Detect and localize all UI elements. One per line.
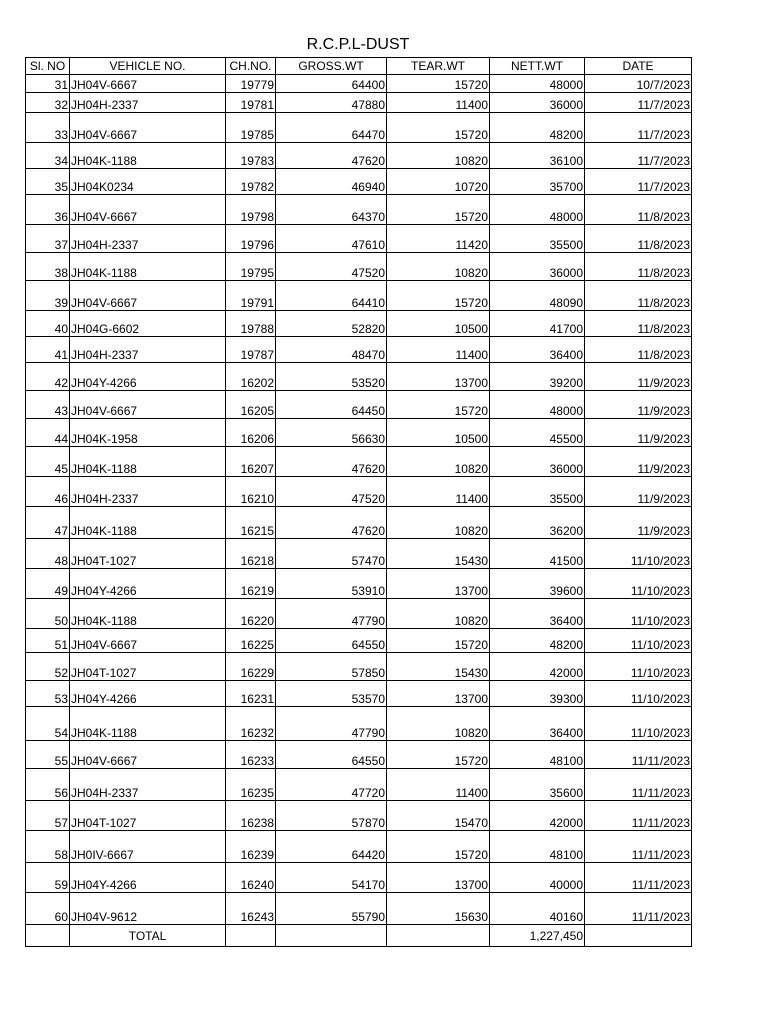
cell-sl-no: 56 [26, 769, 70, 801]
cell-nett-wt: 36000 [490, 253, 585, 281]
table-row [26, 831, 692, 863]
cell-sl-no: 54 [26, 707, 70, 741]
cell-vehicle-no: JH04Y-4266 [70, 363, 226, 391]
cell-date: 11/7/2023 [585, 113, 692, 143]
cell-ch-no: 16243 [226, 893, 276, 925]
cell-vehicle-no: JH04K-1188 [70, 447, 226, 477]
cell-vehicle-no: JH04K-1188 [70, 143, 226, 169]
cell-nett-wt: 36400 [490, 337, 585, 363]
cell-sl-no: 60 [26, 893, 70, 925]
cell-ch-no: 19795 [226, 253, 276, 281]
cell-gross-wt: 47880 [276, 93, 387, 113]
cell-gross-wt: 64450 [276, 391, 387, 419]
total-empty-cell [585, 925, 692, 947]
cell-date: 11/9/2023 [585, 419, 692, 447]
cell-vehicle-no: JH04T-1027 [70, 653, 226, 681]
cell-sl-no: 47 [26, 507, 70, 539]
cell-tear-wt: 10500 [387, 311, 490, 337]
cell-ch-no: 16218 [226, 539, 276, 569]
cell-sl-no: 53 [26, 681, 70, 707]
cell-date: 11/7/2023 [585, 93, 692, 113]
cell-date: 11/11/2023 [585, 741, 692, 769]
cell-tear-wt: 10720 [387, 169, 490, 195]
cell-tear-wt: 11400 [387, 769, 490, 801]
cell-gross-wt: 47790 [276, 599, 387, 629]
cell-sl-no: 35 [26, 169, 70, 195]
cell-ch-no: 16210 [226, 477, 276, 507]
cell-vehicle-no: JH04H-2337 [70, 225, 226, 253]
cell-nett-wt: 39300 [490, 681, 585, 707]
cell-date: 11/8/2023 [585, 337, 692, 363]
cell-ch-no: 16239 [226, 831, 276, 863]
cell-vehicle-no: JH04K-1188 [70, 253, 226, 281]
cell-vehicle-no: JH04V-6667 [70, 741, 226, 769]
table-row [26, 893, 692, 925]
cell-tear-wt: 11400 [387, 93, 490, 113]
cell-gross-wt: 64550 [276, 741, 387, 769]
cell-sl-no: 45 [26, 447, 70, 477]
cell-ch-no: 19787 [226, 337, 276, 363]
table-row [26, 225, 692, 253]
cell-nett-wt: 40160 [490, 893, 585, 925]
cell-date: 11/7/2023 [585, 143, 692, 169]
total-empty-cell [387, 925, 490, 947]
cell-tear-wt: 10820 [387, 253, 490, 281]
header-vehicle-no: VEHICLE NO. [70, 58, 226, 75]
cell-vehicle-no: JH04K-1188 [70, 507, 226, 539]
cell-sl-no: 44 [26, 419, 70, 447]
cell-sl-no: 48 [26, 539, 70, 569]
cell-vehicle-no: JH04T-1027 [70, 539, 226, 569]
cell-gross-wt: 64470 [276, 113, 387, 143]
table-row [26, 599, 692, 629]
cell-nett-wt: 39600 [490, 569, 585, 599]
cell-nett-wt: 35600 [490, 769, 585, 801]
header-gross-wt: GROSS.WT [276, 58, 387, 75]
cell-date: 11/10/2023 [585, 569, 692, 599]
cell-ch-no: 16232 [226, 707, 276, 741]
total-empty-cell [26, 925, 70, 947]
cell-date: 11/11/2023 [585, 831, 692, 863]
cell-nett-wt: 48200 [490, 629, 585, 653]
cell-sl-no: 58 [26, 831, 70, 863]
cell-ch-no: 19779 [226, 75, 276, 93]
cell-nett-wt: 39200 [490, 363, 585, 391]
cell-vehicle-no: JH04K-1188 [70, 707, 226, 741]
cell-sl-no: 50 [26, 599, 70, 629]
cell-gross-wt: 53520 [276, 363, 387, 391]
cell-gross-wt: 54170 [276, 863, 387, 893]
header-date: DATE [585, 58, 692, 75]
cell-nett-wt: 35500 [490, 225, 585, 253]
cell-sl-no: 42 [26, 363, 70, 391]
table-body [26, 75, 692, 925]
cell-gross-wt: 52820 [276, 311, 387, 337]
header-row [26, 58, 692, 75]
cell-ch-no: 16238 [226, 801, 276, 831]
cell-nett-wt: 40000 [490, 863, 585, 893]
cell-sl-no: 38 [26, 253, 70, 281]
header-tear-wt: TEAR.WT [387, 58, 490, 75]
cell-vehicle-no: JH04V-6667 [70, 113, 226, 143]
cell-vehicle-no: JH04H-2337 [70, 477, 226, 507]
cell-gross-wt: 47520 [276, 477, 387, 507]
cell-tear-wt: 10820 [387, 507, 490, 539]
cell-nett-wt: 36000 [490, 447, 585, 477]
cell-ch-no: 19781 [226, 93, 276, 113]
cell-tear-wt: 11400 [387, 337, 490, 363]
table-row [26, 653, 692, 681]
cell-gross-wt: 56630 [276, 419, 387, 447]
header-sl-no: Sl. NO [26, 58, 70, 75]
cell-nett-wt: 48090 [490, 281, 585, 311]
cell-vehicle-no: JH04Y-4266 [70, 863, 226, 893]
cell-vehicle-no: JH04H-2337 [70, 769, 226, 801]
cell-vehicle-no: JH04V-9612 [70, 893, 226, 925]
cell-ch-no: 19788 [226, 311, 276, 337]
cell-date: 11/10/2023 [585, 539, 692, 569]
cell-ch-no: 19782 [226, 169, 276, 195]
cell-gross-wt: 47610 [276, 225, 387, 253]
cell-ch-no: 16235 [226, 769, 276, 801]
table-row [26, 539, 692, 569]
cell-gross-wt: 47620 [276, 507, 387, 539]
cell-vehicle-no: JH04K-1188 [70, 599, 226, 629]
cell-date: 11/9/2023 [585, 391, 692, 419]
cell-gross-wt: 64420 [276, 831, 387, 863]
table-row [26, 143, 692, 169]
cell-nett-wt: 48100 [490, 741, 585, 769]
cell-ch-no: 16229 [226, 653, 276, 681]
cell-sl-no: 55 [26, 741, 70, 769]
cell-date: 11/8/2023 [585, 225, 692, 253]
cell-tear-wt: 15720 [387, 195, 490, 225]
cell-date: 11/9/2023 [585, 507, 692, 539]
cell-ch-no: 16219 [226, 569, 276, 599]
cell-nett-wt: 45500 [490, 419, 585, 447]
cell-sl-no: 46 [26, 477, 70, 507]
cell-tear-wt: 15720 [387, 741, 490, 769]
table-row [26, 253, 692, 281]
cell-sl-no: 40 [26, 311, 70, 337]
cell-gross-wt: 64550 [276, 629, 387, 653]
cell-date: 11/7/2023 [585, 169, 692, 195]
cell-date: 11/11/2023 [585, 893, 692, 925]
cell-nett-wt: 48100 [490, 831, 585, 863]
cell-date: 11/10/2023 [585, 599, 692, 629]
cell-ch-no: 19791 [226, 281, 276, 311]
cell-vehicle-no: JH04G-6602 [70, 311, 226, 337]
cell-sl-no: 31 [26, 75, 70, 93]
cell-tear-wt: 11400 [387, 477, 490, 507]
cell-tear-wt: 11420 [387, 225, 490, 253]
cell-gross-wt: 47520 [276, 253, 387, 281]
cell-gross-wt: 64370 [276, 195, 387, 225]
table-row [26, 363, 692, 391]
cell-tear-wt: 10820 [387, 707, 490, 741]
cell-nett-wt: 35500 [490, 477, 585, 507]
cell-vehicle-no: JH04T-1027 [70, 801, 226, 831]
cell-sl-no: 34 [26, 143, 70, 169]
cell-date: 11/10/2023 [585, 681, 692, 707]
cell-vehicle-no: JH04V-6667 [70, 75, 226, 93]
cell-date: 11/8/2023 [585, 311, 692, 337]
cell-sl-no: 39 [26, 281, 70, 311]
cell-vehicle-no: JH04H-2337 [70, 93, 226, 113]
table-row [26, 477, 692, 507]
table-row [26, 195, 692, 225]
cell-tear-wt: 10820 [387, 143, 490, 169]
cell-sl-no: 37 [26, 225, 70, 253]
cell-tear-wt: 13700 [387, 363, 490, 391]
total-empty-cell [276, 925, 387, 947]
header-nett-wt: NETT.WT [490, 58, 585, 75]
cell-date: 11/11/2023 [585, 801, 692, 831]
total-row [26, 925, 692, 947]
cell-date: 11/8/2023 [585, 281, 692, 311]
cell-ch-no: 16202 [226, 363, 276, 391]
table-row [26, 93, 692, 113]
cell-ch-no: 16205 [226, 391, 276, 419]
cell-sl-no: 32 [26, 93, 70, 113]
cell-nett-wt: 48000 [490, 195, 585, 225]
cell-date: 11/9/2023 [585, 363, 692, 391]
table-row [26, 337, 692, 363]
table-row [26, 507, 692, 539]
cell-gross-wt: 55790 [276, 893, 387, 925]
cell-tear-wt: 10820 [387, 599, 490, 629]
cell-gross-wt: 47620 [276, 447, 387, 477]
table-row [26, 629, 692, 653]
table-row [26, 801, 692, 831]
weighment-table [25, 57, 692, 947]
total-label: TOTAL [70, 925, 226, 947]
total-nett-wt: 1,227,450 [490, 925, 585, 947]
table-row [26, 707, 692, 741]
cell-sl-no: 51 [26, 629, 70, 653]
cell-gross-wt: 57870 [276, 801, 387, 831]
total-empty-cell [226, 925, 276, 947]
cell-ch-no: 16220 [226, 599, 276, 629]
cell-nett-wt: 36200 [490, 507, 585, 539]
table-row [26, 681, 692, 707]
cell-vehicle-no: JH04V-6667 [70, 281, 226, 311]
cell-date: 11/9/2023 [585, 477, 692, 507]
cell-sl-no: 33 [26, 113, 70, 143]
cell-vehicle-no: JH04V-6667 [70, 391, 226, 419]
cell-tear-wt: 15720 [387, 281, 490, 311]
cell-vehicle-no: JH04Y-4266 [70, 569, 226, 599]
table-row [26, 75, 692, 93]
cell-vehicle-no: JH0IV-6667 [70, 831, 226, 863]
cell-sl-no: 49 [26, 569, 70, 599]
cell-tear-wt: 15720 [387, 75, 490, 93]
header-ch-no: CH.NO. [226, 58, 276, 75]
cell-gross-wt: 47720 [276, 769, 387, 801]
cell-tear-wt: 13700 [387, 863, 490, 893]
cell-date: 11/10/2023 [585, 629, 692, 653]
cell-tear-wt: 10820 [387, 447, 490, 477]
cell-gross-wt: 64410 [276, 281, 387, 311]
cell-gross-wt: 47790 [276, 707, 387, 741]
cell-gross-wt: 46940 [276, 169, 387, 195]
cell-vehicle-no: JH04K-1958 [70, 419, 226, 447]
cell-nett-wt: 36000 [490, 93, 585, 113]
cell-ch-no: 19783 [226, 143, 276, 169]
cell-vehicle-no: JH04H-2337 [70, 337, 226, 363]
cell-ch-no: 19798 [226, 195, 276, 225]
cell-nett-wt: 48000 [490, 391, 585, 419]
cell-ch-no: 16206 [226, 419, 276, 447]
cell-nett-wt: 35700 [490, 169, 585, 195]
cell-vehicle-no: JH04V-6667 [70, 195, 226, 225]
table-row [26, 311, 692, 337]
cell-tear-wt: 15630 [387, 893, 490, 925]
cell-date: 11/10/2023 [585, 707, 692, 741]
cell-ch-no: 16225 [226, 629, 276, 653]
cell-date: 11/8/2023 [585, 253, 692, 281]
cell-nett-wt: 41700 [490, 311, 585, 337]
cell-tear-wt: 15720 [387, 629, 490, 653]
cell-vehicle-no: JH04Y-4266 [70, 681, 226, 707]
cell-vehicle-no: JH04V-6667 [70, 629, 226, 653]
cell-tear-wt: 13700 [387, 569, 490, 599]
cell-ch-no: 16215 [226, 507, 276, 539]
cell-vehicle-no: JH04K0234 [70, 169, 226, 195]
cell-sl-no: 52 [26, 653, 70, 681]
cell-date: 10/7/2023 [585, 75, 692, 93]
table-row [26, 863, 692, 893]
cell-gross-wt: 57470 [276, 539, 387, 569]
cell-nett-wt: 36400 [490, 599, 585, 629]
cell-sl-no: 59 [26, 863, 70, 893]
cell-gross-wt: 47620 [276, 143, 387, 169]
cell-tear-wt: 15470 [387, 801, 490, 831]
cell-date: 11/8/2023 [585, 195, 692, 225]
cell-date: 11/11/2023 [585, 769, 692, 801]
cell-ch-no: 16207 [226, 447, 276, 477]
cell-gross-wt: 64400 [276, 75, 387, 93]
cell-sl-no: 36 [26, 195, 70, 225]
table-row [26, 741, 692, 769]
cell-gross-wt: 57850 [276, 653, 387, 681]
cell-ch-no: 19796 [226, 225, 276, 253]
cell-sl-no: 41 [26, 337, 70, 363]
table-row [26, 447, 692, 477]
cell-tear-wt: 10500 [387, 419, 490, 447]
cell-tear-wt: 15430 [387, 539, 490, 569]
cell-nett-wt: 42000 [490, 653, 585, 681]
table-row [26, 113, 692, 143]
cell-tear-wt: 13700 [387, 681, 490, 707]
sheet-title: R.C.P.L-DUST [306, 36, 410, 53]
table-row [26, 169, 692, 195]
cell-nett-wt: 48200 [490, 113, 585, 143]
cell-nett-wt: 41500 [490, 539, 585, 569]
cell-tear-wt: 15430 [387, 653, 490, 681]
cell-tear-wt: 15720 [387, 113, 490, 143]
cell-nett-wt: 42000 [490, 801, 585, 831]
cell-sl-no: 57 [26, 801, 70, 831]
cell-tear-wt: 15720 [387, 391, 490, 419]
cell-ch-no: 19785 [226, 113, 276, 143]
table-row [26, 769, 692, 801]
cell-gross-wt: 48470 [276, 337, 387, 363]
cell-nett-wt: 48000 [490, 75, 585, 93]
cell-nett-wt: 36400 [490, 707, 585, 741]
cell-gross-wt: 53570 [276, 681, 387, 707]
cell-nett-wt: 36100 [490, 143, 585, 169]
table-row [26, 391, 692, 419]
cell-ch-no: 16233 [226, 741, 276, 769]
cell-sl-no: 43 [26, 391, 70, 419]
table-row [26, 419, 692, 447]
cell-tear-wt: 15720 [387, 831, 490, 863]
table-row [26, 281, 692, 311]
cell-gross-wt: 53910 [276, 569, 387, 599]
cell-date: 11/11/2023 [585, 863, 692, 893]
cell-date: 11/9/2023 [585, 447, 692, 477]
cell-ch-no: 16231 [226, 681, 276, 707]
cell-ch-no: 16240 [226, 863, 276, 893]
table-row [26, 569, 692, 599]
cell-date: 11/10/2023 [585, 653, 692, 681]
